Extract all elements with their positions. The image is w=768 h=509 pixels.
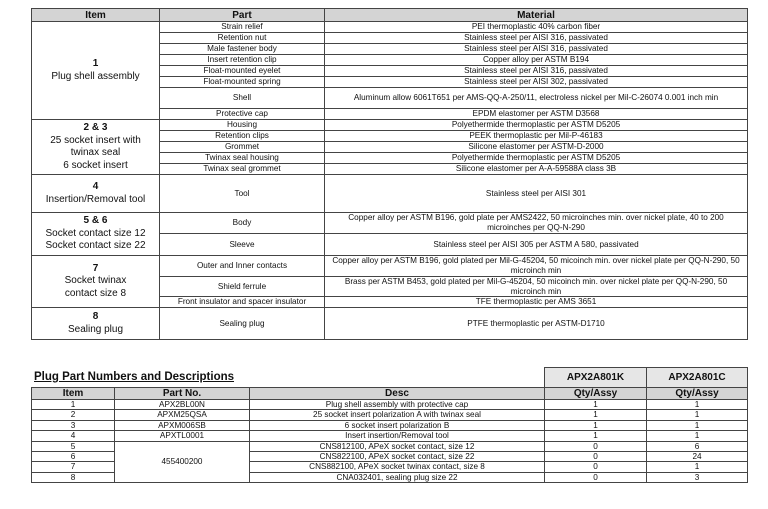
part-no-cell: APX2BL00N [115,400,250,410]
part-cell: Twinax seal housing [160,153,325,164]
item-cell [32,175,160,213]
qty-c-cell: 1 [647,431,748,441]
material-cell: Stainless steel per AISI 305 per ASTM A 580, passivated [325,234,748,256]
material-cell: Polyethermide thermoplastic per ASTM D5205 [325,153,748,164]
item-number-cell: 4 [32,431,115,441]
part-column-header: Part [160,9,325,22]
material-row [32,308,748,340]
material-cell: Silicone elastomer per ASTM-D-2000 [325,142,748,153]
item-column-header: Item [32,9,160,22]
part-cell: Shell [160,88,325,109]
material-cell: Stainless steel per AISI 316, passivated [325,33,748,44]
description-cell: 6 socket insert polarization B [250,420,545,430]
part-cell: Front insulator and spacer insulator [160,297,325,308]
part-no-cell: APXM25QSA [115,410,250,420]
item-cell [32,22,160,120]
item-cell [32,308,160,340]
description-cell: 25 socket insert polarization A with twinax seal [250,410,545,420]
desc-column-header: Desc [250,388,545,400]
part-cell: Shield ferrule [160,277,325,297]
part-cell: Housing [160,120,325,131]
item-label-line: Socket contact size 12 [45,227,146,239]
qty-c-cell: 1 [647,420,748,430]
model-k-header: APX2A801K [545,368,647,388]
description-cell: Plug shell assembly with protective cap [250,400,545,410]
item-number-cell: 5 [32,441,115,451]
qty-k-cell: 0 [545,452,647,462]
material-cell: Aluminum allow 6061T651 per AMS-QQ-A-250/11, electroless nickel per Mil-C-26074 0.001 inch min [325,88,748,109]
qty-k-cell: 1 [545,400,647,410]
item-label-line: Socket contact size 22 [45,240,146,252]
material-cell: Brass per ASTM B453, gold plated per Mil-G-45204, 50 micoinch min. over nickel plate per QQ-N-290, 50 microinch min [325,277,748,297]
item-number-cell: 2 [32,410,115,420]
item-label-line: contact size 8 [64,287,127,299]
part-no-column-header: Part No. [115,388,250,400]
part-numbers-title: Plug Part Numbers and Descriptions [34,371,235,383]
part-numbers-table [31,367,748,483]
material-cell: Stainless steel per AISI 316, passivated [325,66,748,77]
materials-header-row [32,9,748,22]
material-column-header: Material [325,9,748,22]
material-cell: Stainless steel per AISI 301 [325,175,748,213]
qty-c-column-header: Qty/Assy [647,388,748,400]
qty-c-cell: 1 [647,410,748,420]
part-cell: Retention nut [160,33,325,44]
item-label-line: 25 socket insert with [50,134,141,146]
material-cell: Copper alloy per ASTM B196, gold plated per Mil-G-45204, 50 micoinch min. over nickel plate per QQ-N-290, 50 microinch min [325,256,748,277]
part-cell: Tool [160,175,325,213]
description-cell: CNS812100, APeX socket contact, size 12 [250,441,545,451]
material-cell: EPDM elastomer per ASTM D3568 [325,109,748,120]
material-row [32,22,748,33]
table-row [32,431,748,441]
item-number: 2 & 3 [83,122,108,133]
description-cell: Insert insertion/Removal tool [250,431,545,441]
material-cell: Stainless steel per AISI 302, passivated [325,77,748,88]
qty-c-cell: 3 [647,472,748,482]
item-number-cell: 7 [32,462,115,472]
item-cell [32,120,160,175]
description-cell: CNA032401, sealing plug size 22 [250,472,545,482]
part-cell: Outer and Inner contacts [160,256,325,277]
item-label-line: 6 socket insert [63,159,128,171]
item-label-line: Socket twinax [64,275,127,287]
qty-k-cell: 0 [545,462,647,472]
table-row [32,441,748,451]
qty-k-column-header: Qty/Assy [545,388,647,400]
qty-k-cell: 0 [545,441,647,451]
item-column-header: Item [32,388,115,400]
item-label-line: Insertion/Removal tool [45,193,146,205]
qty-c-cell: 1 [647,400,748,410]
part-cell: Grommet [160,142,325,153]
part-no-cell: APXM006SB [115,420,250,430]
part-cell: Sleeve [160,234,325,256]
part-cell: Retention clips [160,131,325,142]
table-row [32,400,748,410]
qty-c-cell: 1 [647,462,748,472]
part-cell: Protective cap [160,109,325,120]
part-cell: Float-mounted spring [160,77,325,88]
material-row [32,256,748,277]
part-no-cell: APXTL0001 [115,431,250,441]
table-row [32,420,748,430]
item-number-cell: 1 [32,400,115,410]
item-number: 7 [92,262,99,274]
material-cell: Silicone elastomer per A-A-59588A class 3B [325,164,748,175]
parts-header-row [32,388,748,400]
part-cell: Twinax seal grommet [160,164,325,175]
item-number: 5 & 6 [83,215,108,227]
description-cell: CNS822100, APeX socket contact, size 22 [250,452,545,462]
item-number: 8 [92,311,99,323]
material-cell: Stainless steel per AISI 316, passivated [325,44,748,55]
description-cell: CNS882100, APeX socket twinax contact, size 8 [250,462,545,472]
qty-c-cell: 24 [647,452,748,462]
part-cell: Insert retention clip [160,55,325,66]
qty-k-cell: 1 [545,410,647,420]
part-cell: Sealing plug [160,308,325,340]
item-label-line: Sealing plug [67,323,124,335]
part-cell: Male fastener body [160,44,325,55]
item-number: 4 [92,181,99,192]
item-cell [32,213,160,256]
item-cell [32,256,160,308]
item-label-line: twinax seal [70,147,121,158]
item-number-cell: 6 [32,452,115,462]
material-row [32,120,748,131]
material-cell: PEI thermoplastic 40% carbon fiber [325,22,748,33]
qty-k-cell: 1 [545,420,647,430]
material-row [32,213,748,234]
material-row [32,175,748,213]
material-cell: PTFE thermoplastic per ASTM-D1710 [325,308,748,340]
materials-table [31,8,748,340]
part-no-cell: 455400200 [115,441,250,483]
material-cell: PEEK thermoplastic per Mil-P-46183 [325,131,748,142]
qty-k-cell: 0 [545,472,647,482]
item-number-cell: 3 [32,420,115,430]
item-number-cell: 8 [32,472,115,482]
material-cell: Copper alloy per ASTM B196, gold plate per AMS2422, 50 microinches min. over nickel plate, 40 to 200 microinches per QQ-N-290 [325,213,748,234]
qty-k-cell: 1 [545,431,647,441]
model-c-header: APX2A801C [647,368,748,388]
item-number: 1 [92,58,99,69]
qty-c-cell: 6 [647,441,748,451]
table-row [32,410,748,420]
part-cell: Float-mounted eyelet [160,66,325,77]
part-cell: Body [160,213,325,234]
material-cell: Copper alloy per ASTM B194 [325,55,748,66]
item-label-line: Plug shell assembly [51,70,140,82]
material-cell: Polyethermide thermoplastic per ASTM D5205 [325,120,748,131]
part-cell: Strain relief [160,22,325,33]
material-cell: TFE thermoplastic per AMS 3651 [325,297,748,308]
